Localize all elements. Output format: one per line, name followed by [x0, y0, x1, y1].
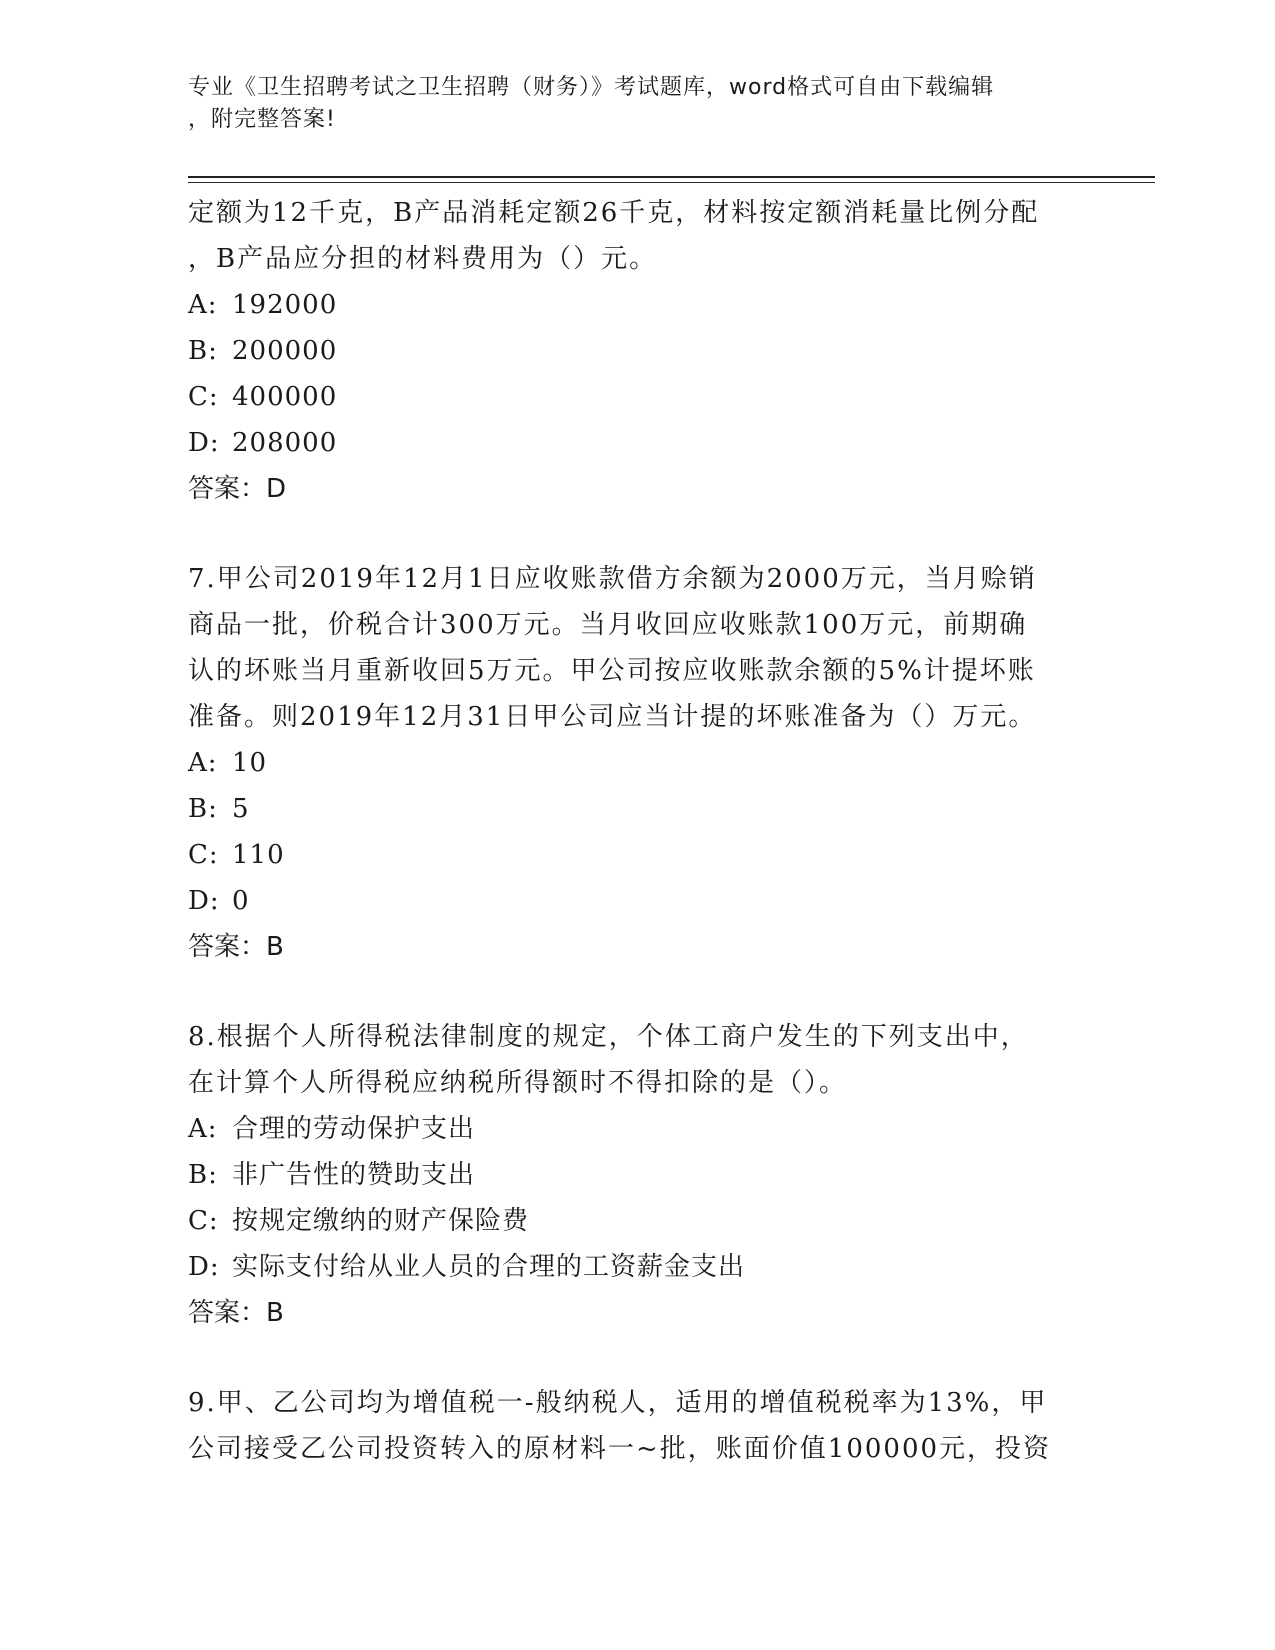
- option-key: B:: [188, 1160, 218, 1190]
- option-key: A:: [188, 1114, 218, 1144]
- option-key: D:: [188, 428, 220, 458]
- question-text-line: 8.根据个人所得税法律制度的规定，个体工商户发生的下列支出中，: [188, 1022, 1029, 1052]
- question-text-line: 准备。则2019年12月31日甲公司应当计提的坏账准备为（）万元。: [188, 702, 1037, 732]
- question-text-line: 在计算个人所得税应纳税所得额时不得扣除的是（）。: [188, 1068, 848, 1098]
- question-list: [188, 190, 1148, 1472]
- option-text: 192000: [232, 290, 338, 320]
- answer-line: 答案：B: [188, 932, 284, 962]
- option-b: [188, 328, 1148, 374]
- question-7: [188, 556, 1148, 970]
- option-c: [188, 1198, 1148, 1244]
- question-text-line: 7.甲公司2019年12月1日应收账款借方余额为2000万元，当月赊销: [188, 564, 1037, 594]
- option-text: 400000: [232, 382, 338, 412]
- option-key: B:: [188, 336, 218, 366]
- option-d: [188, 878, 1148, 924]
- option-key: D:: [188, 886, 220, 916]
- answer-line: 答案：B: [188, 1298, 284, 1328]
- option-d: [188, 1244, 1148, 1290]
- option-text: 非广告性的赞助支出: [232, 1160, 476, 1190]
- question-text-line: ，B产品应分担的材料费用为（）元。: [188, 244, 658, 274]
- option-key: B:: [188, 794, 218, 824]
- header-line-2: ，附完整答案!: [188, 107, 336, 132]
- spacer: [188, 970, 1148, 1014]
- answer-line: 答案：D: [188, 474, 287, 504]
- option-key: A:: [188, 290, 218, 320]
- question-8: [188, 1014, 1148, 1336]
- option-b: [188, 1152, 1148, 1198]
- spacer: [188, 512, 1148, 556]
- spacer: [188, 1336, 1148, 1380]
- header-line-1: 专业《卫生招聘考试之卫生招聘（财务）》考试题库，word格式可自由下载编辑: [188, 75, 995, 100]
- question-text-line: 公司接受乙公司投资转入的原材料一~批，账面价值100000元，投资: [188, 1434, 1052, 1464]
- option-c: [188, 374, 1148, 420]
- question-text-line: 9.甲、乙公司均为增值税一-般纳税人，适用的增值税税率为13%，甲: [188, 1388, 1048, 1418]
- option-b: [188, 786, 1148, 832]
- question-9: [188, 1380, 1148, 1472]
- option-d: [188, 420, 1148, 466]
- option-key: C:: [188, 840, 219, 870]
- question-text-line: 认的坏账当月重新收回5万元。甲公司按应收账款余额的5%计提坏账: [188, 656, 1036, 686]
- header-rule-thin: [188, 182, 1155, 183]
- option-key: A:: [188, 748, 218, 778]
- option-key: D:: [188, 1252, 220, 1282]
- option-text: 10: [232, 748, 268, 778]
- option-text: 合理的劳动保护支出: [232, 1114, 476, 1144]
- option-a: [188, 1106, 1148, 1152]
- option-text: 0: [232, 886, 250, 916]
- option-text: 5: [232, 794, 250, 824]
- header-rule-thick: [188, 176, 1155, 178]
- question-6: [188, 190, 1148, 512]
- option-a: [188, 282, 1148, 328]
- option-a: [188, 740, 1148, 786]
- option-c: [188, 832, 1148, 878]
- option-key: C:: [188, 382, 219, 412]
- option-key: C:: [188, 1206, 219, 1236]
- option-text: 110: [232, 840, 285, 870]
- option-text: 208000: [232, 428, 338, 458]
- question-text-line: 定额为12千克，B产品消耗定额26千克，材料按定额消耗量比例分配: [188, 198, 1040, 228]
- option-text: 200000: [232, 336, 338, 366]
- option-text: 实际支付给从业人员的合理的工资薪金支出: [232, 1252, 746, 1282]
- option-text: 按规定缴纳的财产保险费: [232, 1206, 530, 1236]
- question-text-line: 商品一批，价税合计300万元。当月收回应收账款100万元，前期确: [188, 610, 1028, 640]
- document-header: [188, 72, 1088, 136]
